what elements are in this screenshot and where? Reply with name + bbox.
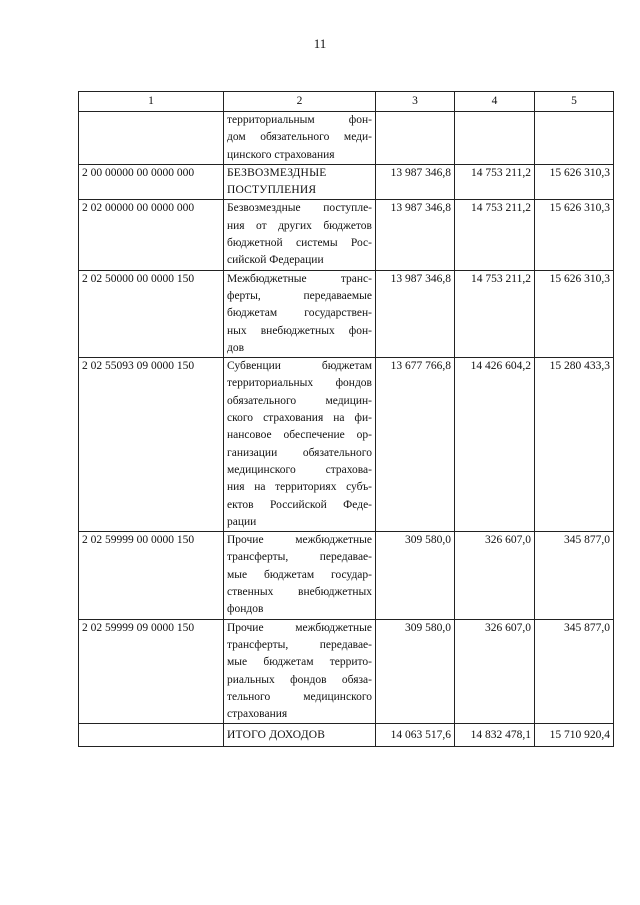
description-line: бюджетам государствен- [227, 307, 372, 320]
description-line: бюджетной системы Рос- [227, 237, 372, 250]
table-row [79, 112, 614, 165]
description-line: ния на территориях субъ- [227, 481, 372, 494]
description-line: тельного медицинского [227, 690, 372, 703]
description-line: ганизации обязательного [227, 446, 372, 459]
budget-code: 2 02 55093 09 0000 150 [79, 358, 224, 532]
description-line: цинского страхования [227, 148, 335, 161]
value-column-3: 13 987 346,8 [376, 200, 455, 270]
description-line: Прочие межбюджетные [227, 534, 372, 547]
item-description [224, 164, 376, 200]
total-value-4: 14 832 478,1 [455, 724, 535, 747]
description-line: территориальным фон- [227, 114, 372, 126]
description-line: нансовое обеспечение ор- [227, 429, 372, 442]
table-header-row [79, 92, 614, 112]
value-column-3: 13 987 346,8 [376, 270, 455, 357]
page-number: 11 [313, 36, 327, 51]
description-line: БЕЗВОЗМЕЗДНЫЕ [227, 166, 327, 179]
item-description [224, 112, 376, 165]
description-line: ния от других бюджетов [227, 219, 372, 232]
value-column-3: 309 580,0 [376, 619, 455, 724]
column-header-2: 2 [224, 92, 376, 112]
item-description [224, 200, 376, 270]
value-column-4 [455, 112, 535, 165]
value-column-4: 14 753 211,2 [455, 270, 535, 357]
column-header-1: 1 [79, 92, 224, 112]
description-line: Прочие межбюджетные [227, 621, 372, 634]
budget-code: 2 02 50000 00 0000 150 [79, 270, 224, 357]
table-row [79, 532, 614, 619]
table-total [79, 724, 614, 747]
total-row [79, 724, 614, 747]
description-line: медицинского страхова- [227, 463, 372, 476]
value-column-5: 15 626 310,3 [535, 200, 614, 270]
description-line: территориальных фондов [227, 377, 372, 390]
value-column-4: 14 753 211,2 [455, 164, 535, 200]
value-column-5: 345 877,0 [535, 532, 614, 619]
item-description [224, 358, 376, 532]
item-description [224, 532, 376, 619]
description-line: Субвенции бюджетам [227, 360, 372, 373]
column-header-3: 3 [376, 92, 455, 112]
description-line: страхования [227, 708, 288, 721]
value-column-4: 326 607,0 [455, 532, 535, 619]
total-value-5: 15 710 920,4 [535, 724, 614, 747]
value-column-3: 13 677 766,8 [376, 358, 455, 532]
description-line: фондов [227, 603, 264, 616]
value-column-5: 15 280 433,3 [535, 358, 614, 532]
description-line: дов [227, 341, 245, 354]
value-column-3 [376, 112, 455, 165]
description-line: рации [227, 515, 257, 528]
description-line: сийской Федерации [227, 254, 324, 267]
column-header-4: 4 [455, 92, 535, 112]
item-description [224, 619, 376, 724]
description-line: ского страхования на фи- [227, 412, 372, 425]
description-line: ферты, передаваемые [227, 289, 372, 302]
value-column-4: 326 607,0 [455, 619, 535, 724]
value-column-5: 345 877,0 [535, 619, 614, 724]
budget-code [79, 112, 224, 165]
total-code-cell [79, 724, 224, 747]
description-line: ственных внебюджетных [227, 586, 372, 599]
table-row [79, 358, 614, 532]
table-row [79, 164, 614, 200]
description-line: дом обязательного меди- [227, 131, 372, 144]
value-column-3: 13 987 346,8 [376, 164, 455, 200]
table-row [79, 619, 614, 724]
budget-code: 2 02 59999 09 0000 150 [79, 619, 224, 724]
value-column-5: 15 626 310,3 [535, 270, 614, 357]
description-line: Безвозмездные поступле- [227, 202, 372, 215]
revenue-table [78, 91, 614, 747]
item-description [224, 270, 376, 357]
value-column-5 [535, 112, 614, 165]
description-line: ных внебюджетных фон- [227, 324, 372, 337]
value-column-5: 15 626 310,3 [535, 164, 614, 200]
description-line: мые бюджетам государ- [227, 568, 372, 581]
column-header-5: 5 [535, 92, 614, 112]
description-line: обязательного медицин- [227, 394, 372, 407]
budget-code: 2 02 00000 00 0000 000 [79, 200, 224, 270]
value-column-4: 14 426 604,2 [455, 358, 535, 532]
description-line: Межбюджетные транс- [227, 272, 372, 285]
description-line: мые бюджетам террито- [227, 656, 372, 669]
table-row [79, 270, 614, 357]
table-body [79, 92, 614, 724]
total-value-3: 14 063 517,6 [376, 724, 455, 747]
description-line: ектов Российской Феде- [227, 498, 372, 511]
description-line: риальных фондов обяза- [227, 673, 372, 686]
total-label: ИТОГО ДОХОДОВ [224, 724, 376, 747]
value-column-4: 14 753 211,2 [455, 200, 535, 270]
budget-code: 2 02 59999 00 0000 150 [79, 532, 224, 619]
description-line: трансферты, передавае- [227, 638, 372, 651]
table-row [79, 200, 614, 270]
description-line: ПОСТУПЛЕНИЯ [227, 184, 317, 197]
budget-code: 2 00 00000 00 0000 000 [79, 164, 224, 200]
description-line: трансферты, передавае- [227, 551, 372, 564]
value-column-3: 309 580,0 [376, 532, 455, 619]
